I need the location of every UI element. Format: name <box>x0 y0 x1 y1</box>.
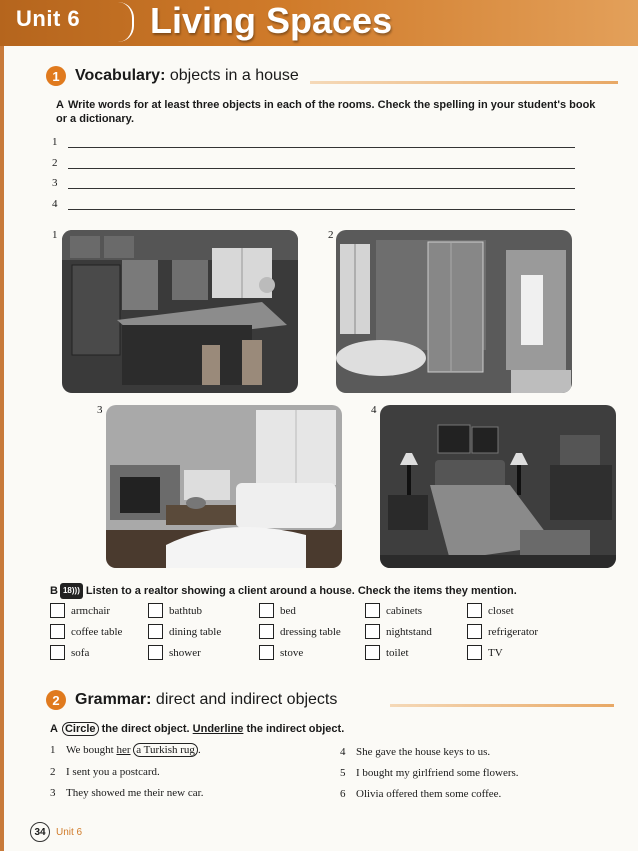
grammar-sentence[interactable]: 5 I bought my girlfriend some flowers. <box>340 767 519 779</box>
line-number: 4 <box>52 198 58 210</box>
line-number: 1 <box>52 136 58 148</box>
checkbox[interactable] <box>50 624 65 639</box>
checkbox[interactable] <box>467 624 482 639</box>
checklist-item[interactable]: nightstand <box>365 624 432 639</box>
bedroom-photo <box>380 405 616 568</box>
example-sentence: 1 We bought her a Turkish rug . <box>50 744 201 756</box>
unit-label: Unit 6 <box>16 6 81 31</box>
exercise-2a-instruction: A Circle the direct object. Underline the indirect object. <box>50 723 345 735</box>
checklist-item[interactable]: stove <box>259 645 303 660</box>
grammar-sentence[interactable]: 4 She gave the house keys to us. <box>340 746 491 758</box>
checklist-item[interactable]: closet <box>467 603 514 618</box>
line-number: 3 <box>52 177 58 189</box>
checkbox[interactable] <box>259 603 274 618</box>
section-1-rule <box>310 81 618 84</box>
checkbox[interactable] <box>467 645 482 660</box>
checklist-item[interactable]: armchair <box>50 603 110 618</box>
checkbox[interactable] <box>467 603 482 618</box>
checklist-item[interactable]: bathtub <box>148 603 202 618</box>
checkbox[interactable] <box>259 624 274 639</box>
checkbox[interactable] <box>365 645 380 660</box>
photo-number: 4 <box>371 404 377 416</box>
photo-number: 1 <box>52 229 58 241</box>
checklist-item[interactable]: TV <box>467 645 503 660</box>
checkbox[interactable] <box>148 645 163 660</box>
checkbox[interactable] <box>365 603 380 618</box>
checkbox[interactable] <box>50 603 65 618</box>
bathroom-photo <box>336 230 572 393</box>
audio-track-icon[interactable]: 18))) <box>60 583 83 599</box>
section-1-number: 1 <box>46 66 66 86</box>
footer-unit-label: Unit 6 <box>56 826 83 838</box>
banner-divider <box>118 2 134 42</box>
checklist-item[interactable]: refrigerator <box>467 624 538 639</box>
grammar-sentence[interactable]: 6 Olivia offered them some coffee. <box>340 788 502 800</box>
checklist-item[interactable]: sofa <box>50 645 89 660</box>
photo-number: 3 <box>97 404 103 416</box>
answer-line-4[interactable] <box>68 209 575 210</box>
checklist-item[interactable]: cabinets <box>365 603 422 618</box>
checkbox[interactable] <box>148 624 163 639</box>
photo-number: 2 <box>328 229 334 241</box>
answer-line-3[interactable] <box>68 188 575 189</box>
kitchen-photo <box>62 230 298 393</box>
answer-line-2[interactable] <box>68 168 575 169</box>
grammar-sentence[interactable]: 3 They showed me their new car. <box>50 787 204 799</box>
answer-line-1[interactable] <box>68 147 575 148</box>
page-number: 34 <box>30 822 50 842</box>
checkbox[interactable] <box>259 645 274 660</box>
section-2-heading <box>46 690 337 710</box>
page-footer <box>30 822 82 842</box>
exercise-1b-instruction: B 18))) Listen to a realtor showing a client around a house. Check the items they mention. <box>50 585 517 597</box>
living-room-photo <box>106 405 342 568</box>
section-1-title: Vocabulary: objects in a house <box>75 67 299 84</box>
checklist-item[interactable]: dressing table <box>259 624 341 639</box>
checkbox[interactable] <box>50 645 65 660</box>
checklist-item[interactable]: toilet <box>365 645 409 660</box>
line-number: 2 <box>52 157 58 169</box>
page-title: Living Spaces <box>150 0 393 41</box>
grammar-sentence[interactable]: 2 I sent you a postcard. <box>50 766 160 778</box>
checkbox[interactable] <box>365 624 380 639</box>
checklist-item[interactable]: shower <box>148 645 201 660</box>
section-2-title: Grammar: direct and indirect objects <box>75 691 338 708</box>
exercise-1a-instruction: A Write words for at least three objects in each of the rooms. Check the spelling in your student's book or a dictionary. <box>56 99 596 125</box>
checklist-item[interactable]: bed <box>259 603 296 618</box>
unit-banner <box>0 0 638 46</box>
checklist-item[interactable]: coffee table <box>50 624 122 639</box>
checkbox[interactable] <box>148 603 163 618</box>
section-1-heading <box>46 66 299 86</box>
left-margin-bar <box>0 46 4 851</box>
checklist-item[interactable]: dining table <box>148 624 221 639</box>
section-2-rule <box>390 704 614 707</box>
section-2-number: 2 <box>46 690 66 710</box>
